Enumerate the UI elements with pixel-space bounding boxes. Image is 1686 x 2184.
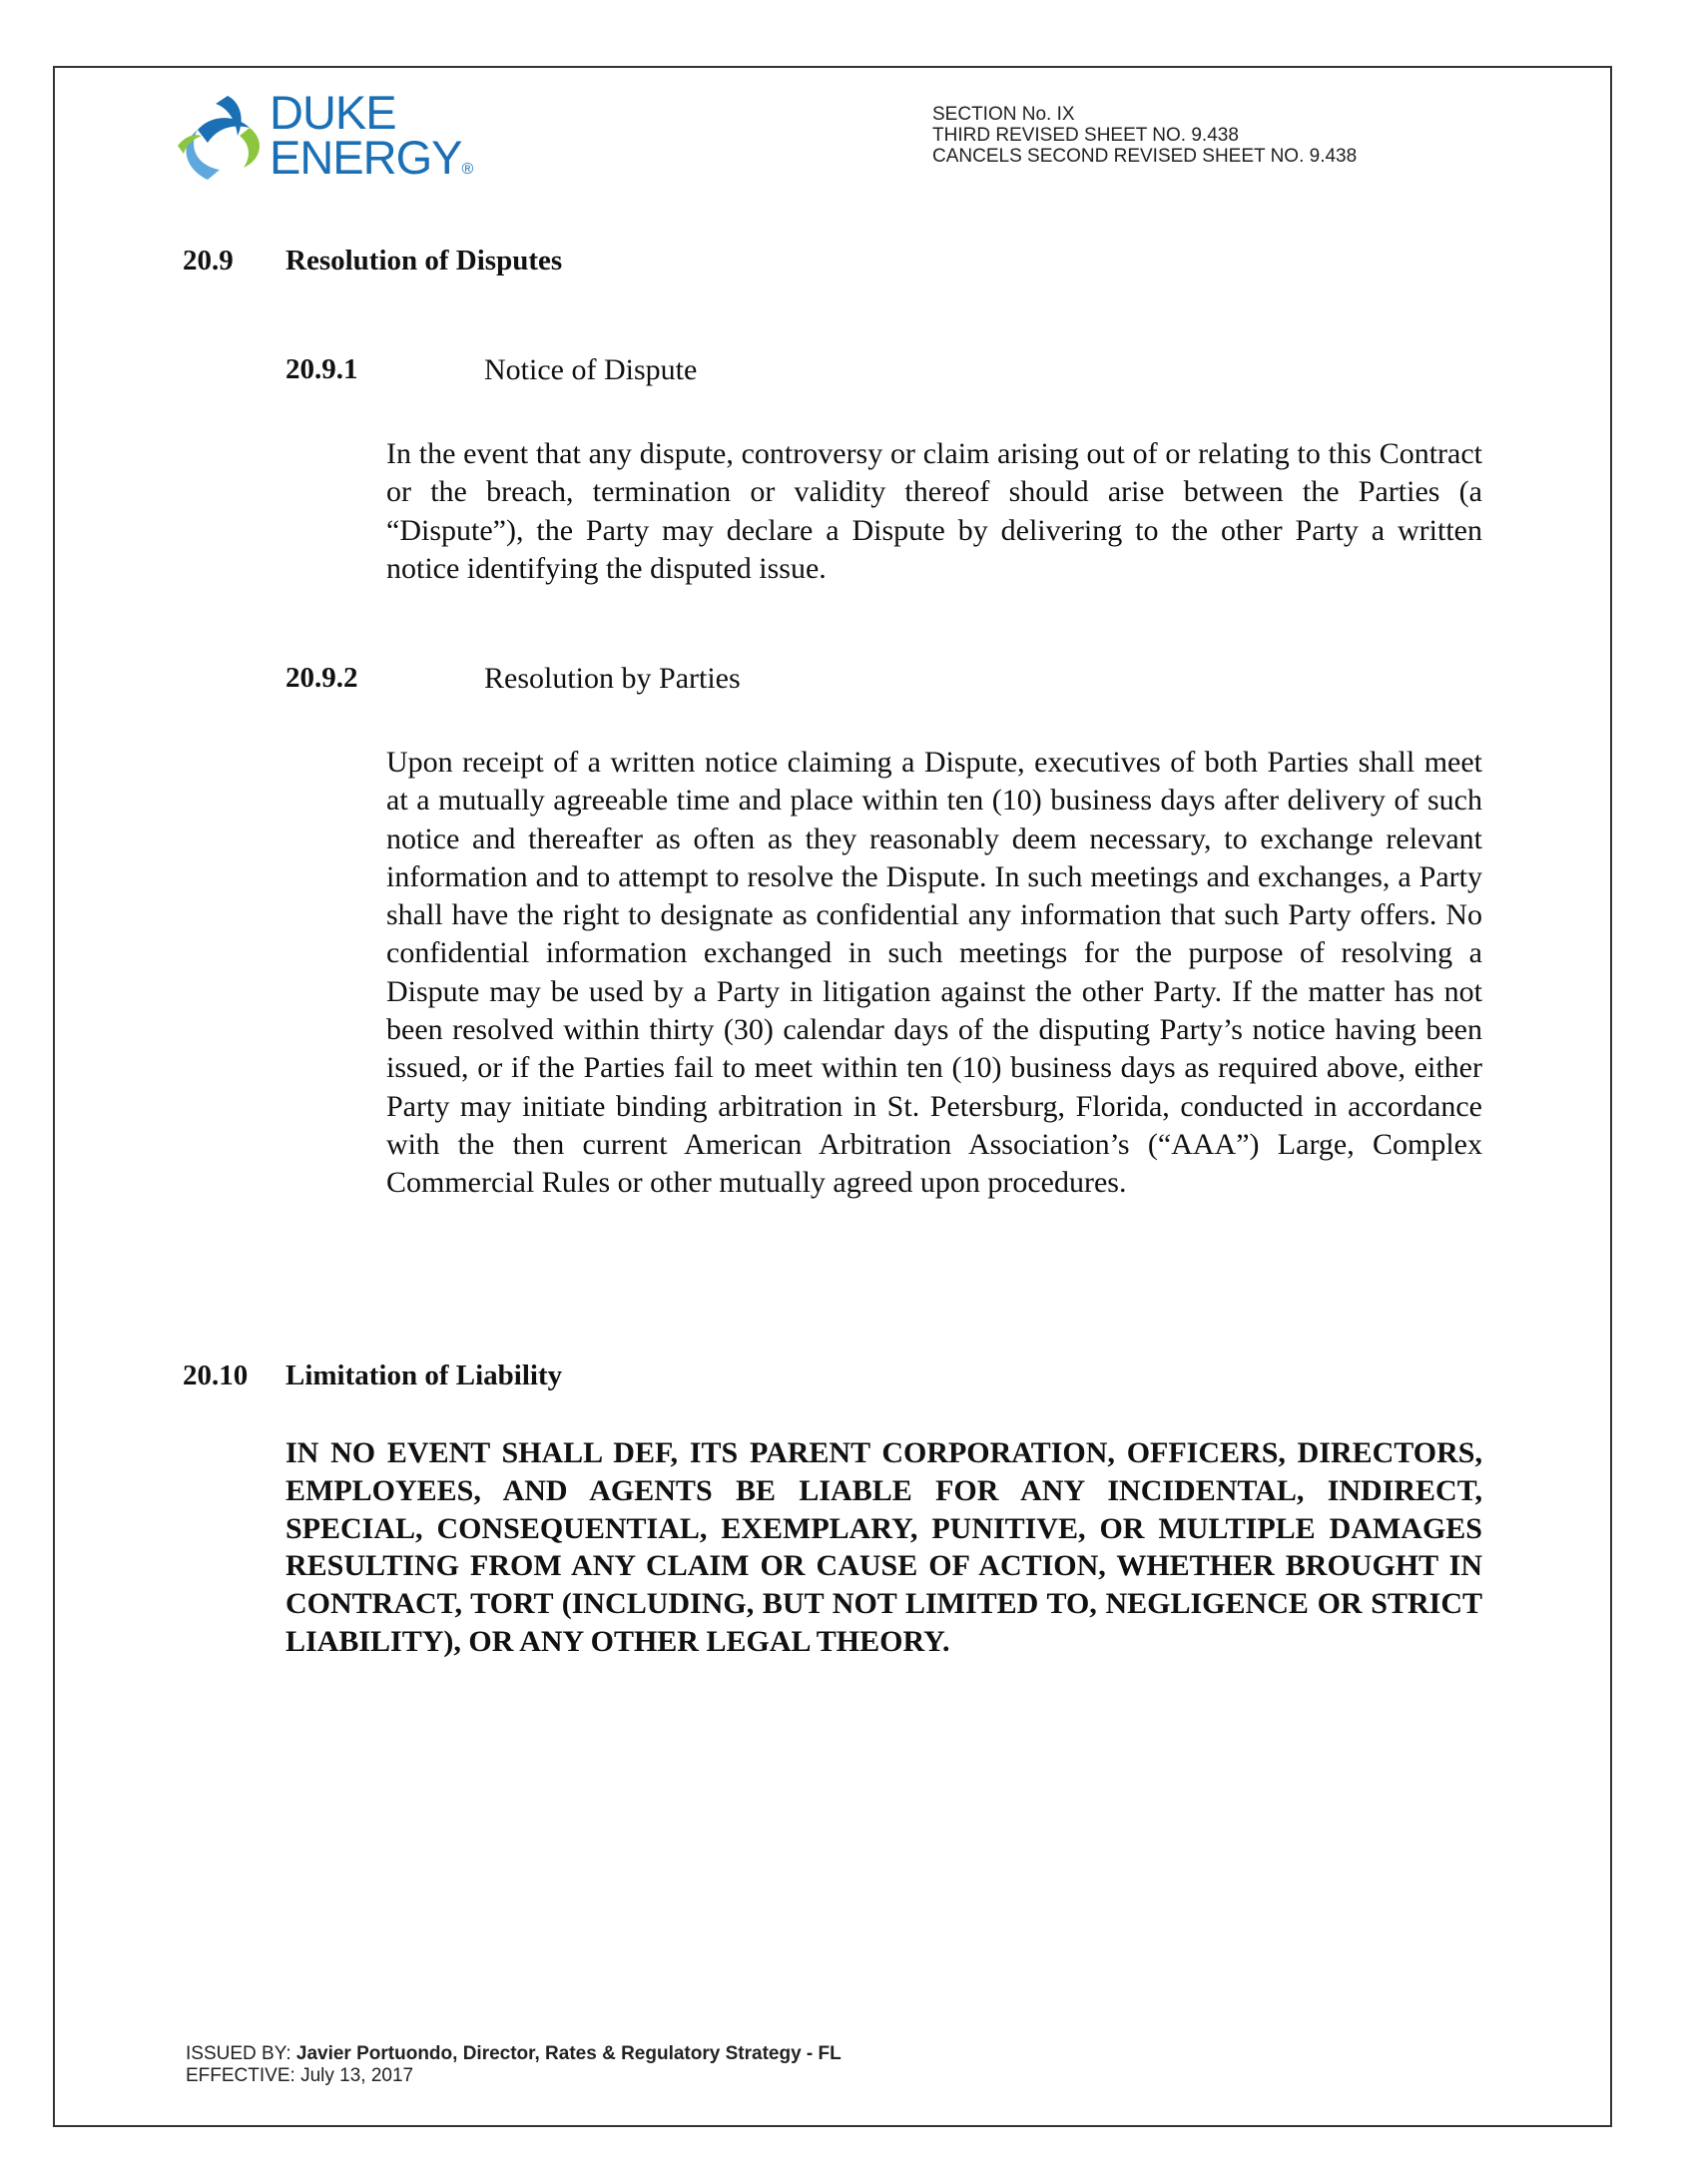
duke-energy-logo	[178, 86, 474, 188]
revised-sheet: THIRD REVISED SHEET NO. 9.438	[932, 125, 1239, 146]
section-20-10-number: 20.10	[183, 1360, 249, 1391]
logo-line-duke: DUKE	[270, 86, 396, 139]
logo-line-energy: ENERGY	[270, 131, 462, 184]
effective-value: July 13, 2017	[300, 2065, 414, 2086]
section-20-9-number: 20.9	[183, 245, 234, 276]
section-20-10-title: Limitation of Liability	[285, 1360, 563, 1391]
duke-energy-emblem-icon	[178, 88, 268, 188]
footer	[186, 2043, 842, 2087]
issued-by-label: ISSUED BY:	[186, 2043, 291, 2064]
registered-mark: ®	[461, 161, 474, 178]
issued-by-value: Javier Portuondo, Director, Rates & Regulatory Strategy - FL	[295, 2043, 842, 2064]
section-20-10-text: IN NO EVENT SHALL DEF, ITS PARENT CORPORATION, OFFICERS, DIRECTORS, EMPLOYEES, AND AGENTS BE LIABLE FOR ANY INCIDENTAL, INDIRECT, SPECIAL, CONSEQUENTIAL, EXEMPLARY, PUNITIVE, OR MULTIPLE DAMAGES RESULTING FROM ANY CLAIM OR CAUSE OF ACTION, WHETHER BROUGHT IN CONTRACT, TORT (INCLUDING, BUT NOT LIMITED TO, NEGLIGENCE OR STRICT LIABILITY), OR ANY OTHER LEGAL THEORY.	[285, 1436, 1482, 1658]
section-20-9-1-title: Notice of Dispute	[484, 353, 698, 386]
section-20-9-1-text: In the event that any dispute, controversy or claim arising out of or relating to this Contract or the breach, termination or validity thereof should arise between the Parties (a “Dispute”), the Party may declare a Dispute by delivering to the other Party a written notice identifying the disputed issue.	[386, 437, 1482, 585]
section-20-9-2-number: 20.9.2	[285, 662, 358, 694]
section-number: SECTION No. IX	[932, 104, 1075, 125]
cancels-sheet: CANCELS SECOND REVISED SHEET NO. 9.438	[932, 146, 1358, 167]
sheet-info	[932, 104, 1357, 167]
logo-wordmark	[270, 86, 474, 192]
section-20-9-title: Resolution of Disputes	[285, 245, 563, 276]
effective-label: EFFECTIVE:	[186, 2065, 295, 2086]
section-20-9-2-text: Upon receipt of a written notice claiming a Dispute, executives of both Parties shall meet at a mutually agreeable time and place within ten (10) business days after delivery of such notice and thereafter as often as they reasonably deem necessary, to exchange relevant information and to attempt to resolve the Dispute. In such meetings and exchanges, a Party shall have the right to designate as confidential any information that such Party offers. No confidential information exchanged in such meetings for the purpose of resolving a Dispute may be used by a Party in litigation against the other Party. If the matter has not been resolved within thirty (30) calendar days of the disputing Party’s notice having been issued, or if the Parties fail to meet within ten (10) business days as required above, either Party may initiate binding arbitration in St. Petersburg, Florida, conducted in accordance with the then current American Arbitration Association’s (“AAA”) Large, Complex Commercial Rules or other mutually agreed upon procedures.	[386, 746, 1482, 1200]
section-20-9-1-number: 20.9.1	[285, 353, 358, 385]
section-20-9-2-title: Resolution by Parties	[484, 662, 741, 695]
